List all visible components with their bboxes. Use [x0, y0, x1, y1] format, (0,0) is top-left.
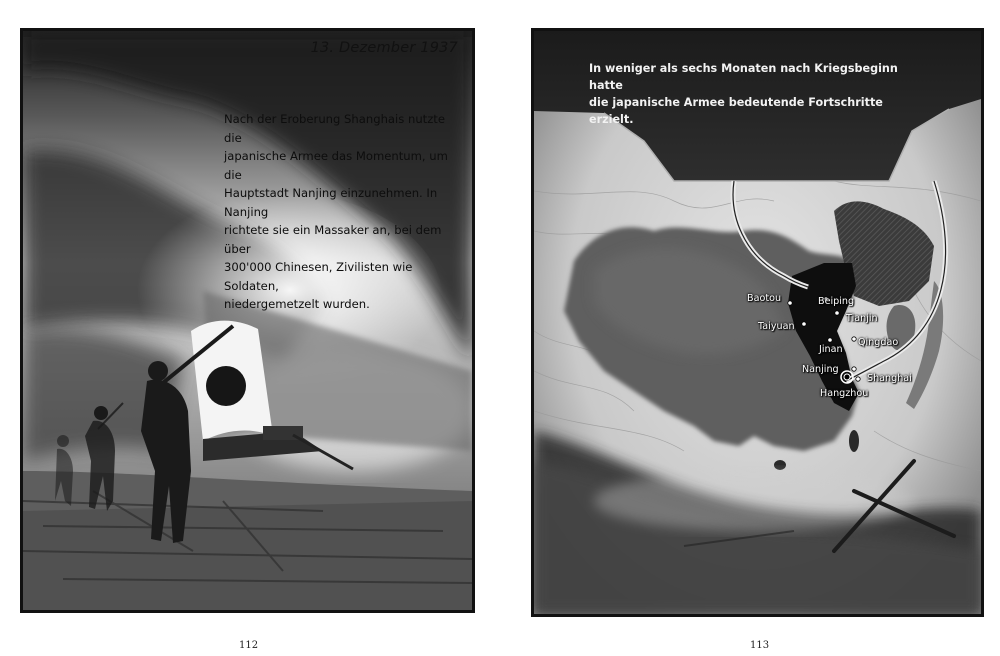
city-label-nanjing: Nanjing — [802, 364, 839, 375]
page-number-right: 113 — [750, 640, 770, 651]
city-label-beiping: Beiping — [818, 296, 855, 307]
page-number-left: 112 — [239, 640, 259, 651]
story-caption — [224, 110, 464, 314]
city-label-taiyuan: Taiyuan — [758, 321, 795, 332]
caption-line: richtete sie ein Massaker an, bei dem über — [224, 223, 442, 256]
caption-line: niedergemetzelt wurden. — [224, 297, 370, 311]
city-label-qingdao: Qingdao — [858, 337, 899, 348]
left-comic-panel — [20, 28, 475, 613]
city-label-hangzhou: Hangzhou — [820, 388, 869, 399]
caption-line: japanische Armee das Momentum, um die — [224, 149, 448, 182]
caption-line: Nach der Eroberung Shanghais nutzte die — [224, 112, 445, 145]
caption-line: In weniger als sechs Monaten nach Kriegsbeginn hatte — [589, 62, 898, 92]
city-label-tianjin: Tianjin — [846, 313, 878, 324]
caption-line: die japanische Armee bedeutende Fortschritte erzielt. — [589, 96, 883, 126]
city-label-baotou: Baotou — [747, 293, 782, 304]
date-caption: 13. Dezember 1937 — [310, 40, 458, 56]
city-label-jinan: Jinan — [819, 344, 843, 355]
city-label-shanghai: Shanghai — [867, 373, 912, 384]
caption-line: 300'000 Chinesen, Zivilisten wie Soldaten, — [224, 260, 413, 293]
right-comic-panel — [531, 28, 984, 617]
map-caption — [589, 60, 929, 128]
caption-line: Hauptstadt Nanjing einzunehmen. In Nanjing — [224, 186, 438, 219]
